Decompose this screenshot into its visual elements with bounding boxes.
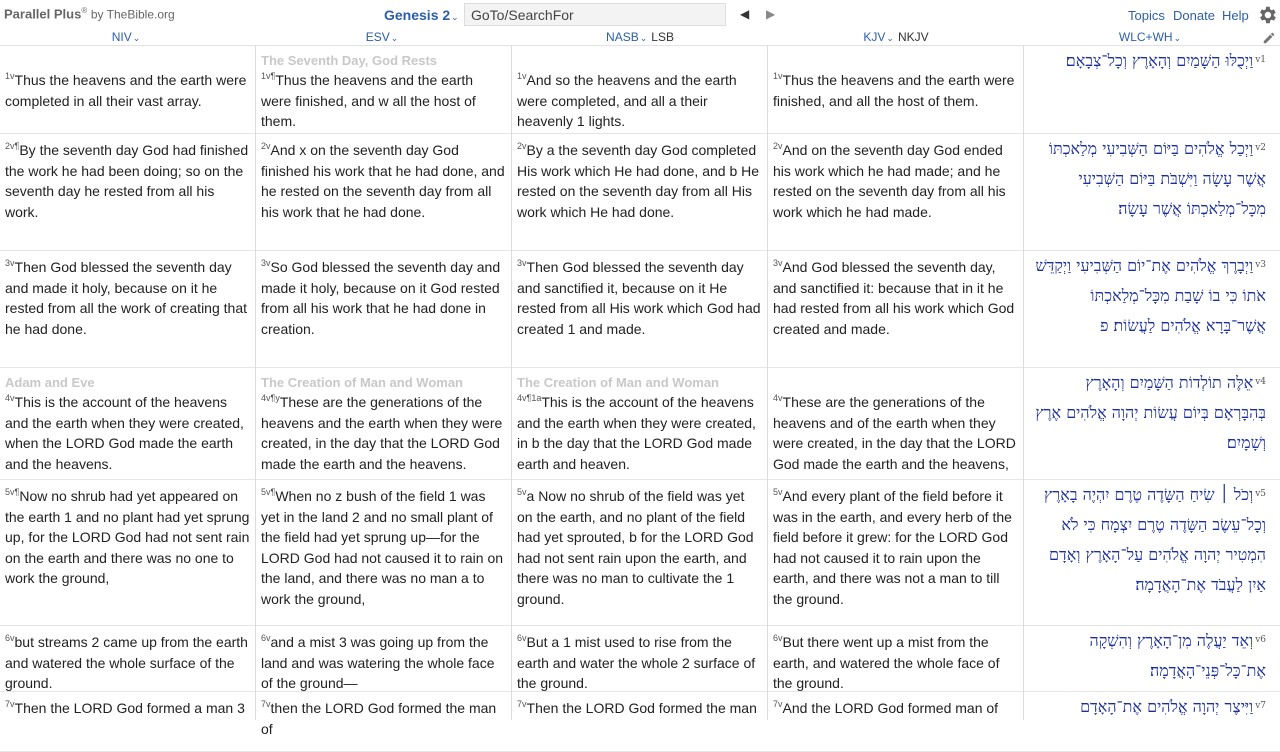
verse-number[interactable]: v4 [1255, 377, 1266, 387]
verse-cell[interactable] [0, 46, 256, 133]
verse-text-block [5, 486, 251, 589]
verse-cell[interactable] [0, 134, 256, 250]
verse-number[interactable]: 1v [773, 71, 783, 81]
verse-text-block [773, 632, 1019, 694]
verse-cell[interactable] [512, 480, 768, 625]
verse-text-block [261, 140, 507, 222]
app-name: Parallel Plus [4, 6, 82, 22]
verse-text-block [773, 70, 1019, 111]
hebrew-verse-text: וַיְכֻלּוּ הַשָּׁמַיִם וְהָאָרֶץ וְכָל־צְבָאָם׃ [1065, 51, 1254, 70]
book-chapter-label: Genesis 2 [384, 7, 451, 23]
verse-number[interactable]: v1 [1255, 55, 1266, 65]
verse-cell[interactable] [768, 368, 1024, 479]
verse-cell[interactable] [0, 251, 256, 367]
verse-cell[interactable] [256, 368, 512, 479]
version-column-header [0, 30, 256, 44]
verse-cell[interactable] [1024, 692, 1280, 751]
chevron-down-icon: ⌄ [639, 33, 648, 43]
verse-text: And so the heavens and the earth were completed, and all a their heavenly 1 lights. [517, 72, 737, 129]
pericope-heading [5, 52, 251, 70]
verse-text: So God blessed the seventh day and made it holy, because on it God rested from all his work that he had done in creation. [261, 259, 501, 337]
verse-cell[interactable] [1024, 368, 1280, 479]
alt-version[interactable]: NKJV [897, 30, 929, 44]
verse-text-block [5, 70, 251, 111]
verse-text: Thus the heavens and the earth were completed in all their vast array. [5, 72, 247, 109]
verse-cell[interactable] [0, 368, 256, 479]
verse-number[interactable]: 1v [5, 71, 15, 81]
verse-text-block [261, 632, 507, 694]
verse-cell[interactable] [512, 692, 768, 751]
column-divider [511, 46, 512, 720]
verse-text-block [517, 140, 763, 222]
search-input[interactable] [464, 3, 726, 26]
verse-text-block [5, 698, 251, 719]
verse-number[interactable]: v7 [1255, 701, 1266, 711]
verse-number[interactable]: 4v¶1a [517, 393, 542, 403]
previous-chapter-button[interactable] [740, 7, 749, 21]
parallel-grid [0, 46, 1280, 737]
verse-text: These are the generations of the heavens and of the earth when they were created, in the day that the LORD God made the earth and the heavens, [773, 394, 1016, 472]
version-selector-4[interactable] [863, 30, 894, 44]
verse-row [0, 46, 1280, 134]
verse-text-block [773, 257, 1019, 339]
verse-cell[interactable] [1024, 134, 1280, 250]
donate-link[interactable]: Donate [1173, 8, 1215, 23]
verse-number[interactable]: 6v [517, 633, 527, 643]
verse-cell[interactable] [256, 46, 512, 133]
hebrew-verse-text: וְכֹל ׀ שִׂיחַ הַשָּׂדֶה טֶרֶם יִהְיֶה בָאָרֶץ וְכָל־עֵשֶׂב הַשָּׂדֶה טֶרֶם יִצְמָח כִּי לֹא הִמְטִיר יְהוָה אֱלֹהִים עַל־הָאָרֶץ וְאָדָם אַיִן לַעֲבֹד אֶת־הָאֲדָמָה׃ [1044, 485, 1266, 594]
verse-text: and a mist 3 was going up from the land and was watering the whole face of the ground— [261, 634, 495, 691]
verse-text-block [261, 392, 507, 474]
column-divider [767, 46, 768, 720]
verse-number[interactable]: 5v¶ [5, 487, 20, 497]
verse-row [0, 626, 1280, 692]
pericope-heading: Adam and Eve [5, 375, 95, 390]
verse-row [0, 368, 1280, 480]
verse-number[interactable]: 5v [773, 487, 783, 497]
verse-number[interactable]: 4v [773, 393, 783, 403]
verse-number[interactable]: 2v [261, 141, 271, 151]
hebrew-verse-text: וַיְכַל אֱלֹהִים בַּיּוֹם הַשְּׁבִיעִי מְלַאכְתּוֹ אֲשֶׁר עָשָׂה וַיִּשְׁבֹּת בַּיּוֹם הַשְּׁבִיעִי מִכָּל־מְלַאכְתּוֹ אֲשֶׁר עָשָׂה׃ [1048, 139, 1266, 218]
verse-number[interactable]: 1v¶ [261, 71, 276, 81]
verse-cell[interactable] [512, 134, 768, 250]
verse-text-block [773, 392, 1019, 474]
verse-text: And every plant of the field before it was in the earth, and every herb of the field before it grew: for the LORD God had not caused it to rain upon the earth, and there was not a man to till the ground. [773, 488, 1012, 607]
verse-number[interactable]: 7v [773, 699, 783, 709]
pencil-icon[interactable] [1262, 31, 1276, 45]
by-line: by TheBible.org [90, 7, 175, 22]
version-name: NIV [111, 30, 132, 44]
verse-text-block [5, 632, 251, 694]
verse-cell[interactable] [256, 251, 512, 367]
verse-text: Thus the heavens and the earth were finished, and all the host of them. [773, 72, 1015, 109]
verse-text: This is the account of the heavens and the earth when they were created, when the LORD God made the earth and the heavens. [5, 394, 244, 472]
registered-mark: ® [81, 6, 88, 15]
verse-text-block [773, 698, 1019, 719]
verse-number[interactable]: 3v [517, 258, 527, 268]
verse-text-block [5, 392, 251, 474]
verse-text-block [517, 70, 763, 132]
verse-text-block [261, 486, 507, 609]
verse-cell[interactable] [256, 134, 512, 250]
verse-row [0, 134, 1280, 251]
hebrew-verse-text: וְאֵד יַעֲלֶה מִן־הָאָרֶץ וְהִשְׁקָה אֶת־כָּל־פְּנֵי־הָאֲדָמָה׃ [1089, 631, 1266, 680]
verse-text: Then the LORD God formed a man 3 [14, 700, 245, 716]
verse-text-block [261, 257, 507, 339]
version-name: NASB [606, 30, 639, 44]
verse-text-block [517, 698, 763, 719]
hebrew-verse-text: אֵלֶּה תוֹלְדוֹת הַשָּׁמַיִם וְהָאָרֶץ בְּהִבָּרְאָם בְּיוֹם עֲשׂוֹת יְהוָה אֱלֹהִים אֶרֶץ וְשָׁמָיִם׃ [1035, 373, 1266, 452]
verse-cell[interactable] [1024, 626, 1280, 691]
verse-text: Thus the heavens and the earth were finished, and w all the host of them. [261, 72, 476, 129]
chevron-down-icon: ⌄ [886, 33, 894, 43]
verse-number[interactable]: v5 [1255, 489, 1266, 499]
verse-number[interactable]: 2v¶ [5, 141, 20, 151]
verse-text-block [5, 140, 251, 222]
verse-text: But a 1 mist used to rise from the earth and water the whole 2 surface of the ground. [517, 634, 756, 691]
verse-cell[interactable] [256, 692, 512, 751]
verse-number[interactable]: 3v [261, 258, 271, 268]
pericope-heading: The Seventh Day, God Rests [261, 53, 438, 68]
verse-cell[interactable] [1024, 46, 1280, 133]
verse-row [0, 692, 1280, 752]
hebrew-verse-text: וַיְבָרֶךְ אֱלֹהִים אֶת־יוֹם הַשְּׁבִיעִי וַיְקַדֵּשׁ אֹתוֹ כִּי בוֹ שָׁבַת מִכָּל־מְלַאכְתּוֹ אֲשֶׁר־בָּרָא אֱלֹהִים לַעֲשׂוֹת׃ פ [1035, 256, 1266, 335]
verse-text: But there went up a mist from the earth, and watered the whole face of the ground. [773, 634, 1000, 691]
version-header-bar [0, 30, 1280, 46]
help-link[interactable]: Help [1222, 8, 1249, 23]
verse-number[interactable]: 7v [261, 699, 271, 709]
verse-cell[interactable] [256, 626, 512, 691]
verse-cell[interactable] [0, 480, 256, 625]
verse-number[interactable]: 3v [773, 258, 783, 268]
verse-number[interactable]: v2 [1255, 143, 1266, 153]
verse-text: By the seventh day God had finished the work he had been doing; so on the seventh day he rested from all his work. [5, 142, 249, 220]
chevron-down-icon: ⌄ [451, 12, 459, 22]
verse-cell[interactable] [512, 46, 768, 133]
gear-icon[interactable] [1256, 4, 1278, 26]
chevron-down-icon: ⌄ [1173, 33, 1182, 43]
verse-number[interactable]: 7v [517, 699, 527, 709]
verse-cell[interactable] [256, 480, 512, 625]
verse-text: By a the seventh day God completed His work which He had done, and b He rested on the seventh day from all His work which He had done. [517, 142, 760, 220]
verse-number[interactable]: 4v¶y [261, 393, 280, 403]
verse-cell[interactable] [768, 134, 1024, 250]
version-column-header [512, 30, 768, 44]
verse-text-block [773, 486, 1019, 609]
verse-cell[interactable] [1024, 251, 1280, 367]
verse-number[interactable]: 2v [517, 141, 527, 151]
version-selector-3[interactable] [606, 30, 647, 44]
verse-text: but streams 2 came up from the earth and watered the whole surface of the ground. [5, 634, 248, 691]
triangle-left-icon: ◀ [740, 7, 750, 21]
pericope-heading [517, 52, 763, 70]
verse-cell[interactable] [512, 368, 768, 479]
triangle-right-icon: ▶ [766, 7, 776, 21]
hebrew-verse-text: וַיִּיצֶר יְהוָה אֱלֹהִים אֶת־הָאָדָם [1080, 697, 1254, 716]
pericope-heading: The Creation of Man and Woman [517, 375, 719, 390]
verse-text: When no z bush of the field 1 was yet in the land 2 and no small plant of the field had yet sprung up—for the LORD God had not caused it to rain on the land, and there was no man a to work the ground, [261, 488, 504, 607]
verse-text: a Now no shrub of the field was yet on the earth, and no plant of the field had yet sprouted, b for the LORD God had not sent rain upon the earth, and there was no man to cultivate the 1 ground. [517, 488, 754, 607]
verse-number[interactable]: 6v [261, 633, 271, 643]
verse-text-block [773, 140, 1019, 222]
verse-number[interactable]: 2v [773, 141, 783, 151]
app-brand[interactable] [4, 6, 175, 21]
verse-text-block [261, 698, 507, 739]
top-bar [0, 0, 1280, 30]
verse-text: And the LORD God formed man of [782, 700, 999, 716]
verse-number[interactable]: 7v [5, 699, 15, 709]
chevron-down-icon: ⌄ [132, 33, 141, 43]
verse-text: Then God blessed the seventh day and made it holy, because on it he rested from all the work of creating that he had done. [5, 259, 247, 337]
pericope-heading [773, 52, 1019, 70]
alt-version[interactable]: LSB [651, 30, 674, 44]
verse-cell[interactable] [512, 251, 768, 367]
verse-text: And on the seventh day God ended his work which he had made; and he rested on the seventh day from all his work which he had made. [773, 142, 1006, 220]
book-chapter-selector[interactable] [384, 7, 459, 23]
pericope-heading [773, 374, 1019, 392]
verse-text: These are the generations of the heavens and the earth when they were created, in the day that the LORD God made the earth and the heavens. [261, 394, 503, 472]
version-name: ESV [365, 30, 390, 44]
verse-number[interactable]: 6v [773, 633, 783, 643]
pericope-heading: The Creation of Man and Woman [261, 375, 463, 390]
version-name: KJV [863, 30, 886, 44]
verse-number[interactable]: v3 [1255, 260, 1266, 270]
verse-cell[interactable] [768, 480, 1024, 625]
version-selector-1[interactable] [112, 30, 141, 44]
version-selector-5[interactable] [1119, 30, 1181, 44]
verse-text: then the LORD God formed the man of [261, 700, 497, 737]
version-column-header [1024, 30, 1280, 44]
verse-cell[interactable] [768, 626, 1024, 691]
version-name: WLC+WH [1118, 30, 1173, 44]
verse-text: Now no shrub had yet appeared on the earth 1 and no plant had yet sprung up, for the LORD God had not sent rain on the earth and there was no one to work the ground, [5, 488, 250, 586]
verse-number[interactable]: 4v [5, 393, 15, 403]
verse-text: Then God blessed the seventh day and sanctified it, because on it He rested from all His work which God had created 1 and made. [517, 259, 761, 337]
verse-text: And x on the seventh day God finished his work that he had done, and he rested on the seventh day from all his work that he had done. [261, 142, 505, 220]
verse-number[interactable]: 3v [5, 258, 15, 268]
column-divider [255, 46, 256, 720]
verse-number[interactable]: 6v [5, 633, 15, 643]
verse-cell[interactable] [768, 251, 1024, 367]
version-column-header [256, 30, 512, 44]
next-chapter-button[interactable] [766, 7, 775, 21]
verse-text-block [517, 632, 763, 694]
verse-text-block [5, 257, 251, 339]
verse-cell[interactable] [0, 692, 256, 751]
column-divider [1023, 46, 1024, 720]
verse-number[interactable]: 5v [517, 487, 527, 497]
verse-cell[interactable] [0, 626, 256, 691]
verse-cell[interactable] [768, 692, 1024, 751]
verse-text-block [261, 70, 507, 132]
verse-text: Then the LORD God formed the man [526, 700, 757, 716]
version-column-header [768, 30, 1024, 44]
verse-number[interactable]: v6 [1255, 635, 1266, 645]
verse-text-block [517, 392, 763, 474]
verse-row [0, 480, 1280, 626]
chevron-down-icon: ⌄ [390, 33, 399, 43]
verse-text: This is the account of the heavens and the earth when they were created, in b the day that the LORD God made earth and heaven. [517, 394, 756, 472]
verse-cell[interactable] [512, 626, 768, 691]
verse-number[interactable]: 1v [517, 71, 527, 81]
verse-text: And God blessed the seventh day, and sanctified it: because that in it he had rested from all his work which God created and made. [773, 259, 1015, 337]
verse-row [0, 251, 1280, 368]
topics-link[interactable]: Topics [1128, 8, 1165, 23]
verse-number[interactable]: 5v¶ [261, 487, 276, 497]
verse-cell[interactable] [1024, 480, 1280, 625]
verse-cell[interactable] [768, 46, 1024, 133]
verse-text-block [517, 257, 763, 339]
version-selector-2[interactable] [366, 30, 399, 44]
verse-text-block [517, 486, 763, 609]
